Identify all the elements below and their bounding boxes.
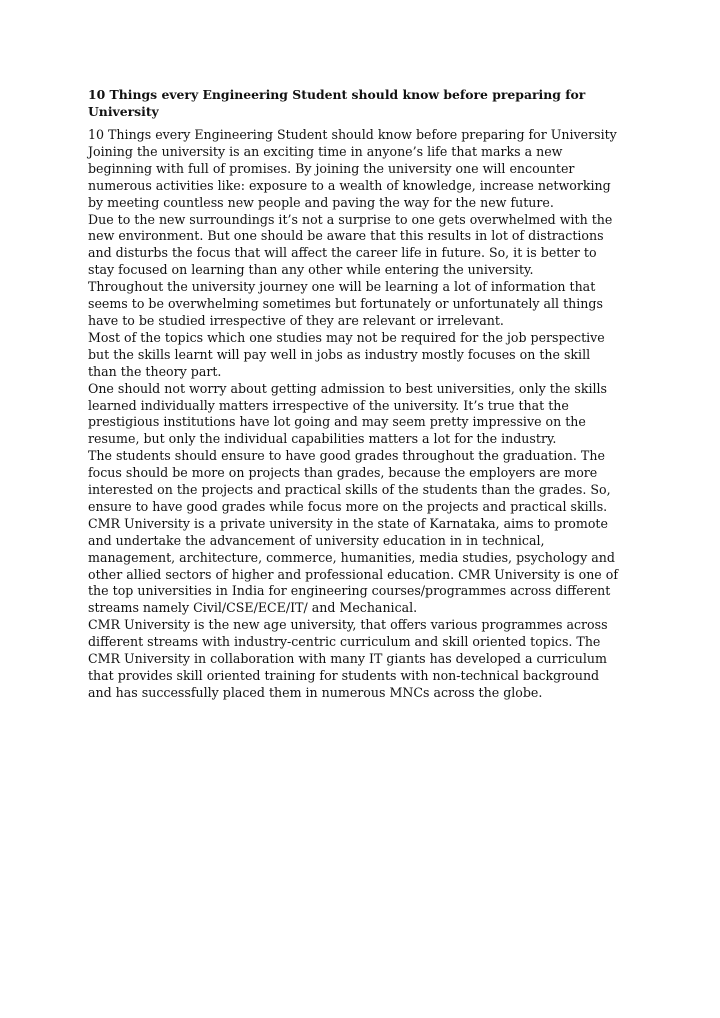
document-page — [88, 86, 628, 702]
document-body: 10 Things every Engineering Student should know before preparing for University Joining the university is an exciting time in anyone’s life that marks a new beginning with full of promises. By joining the university one will encounter numerous activities like: exposure to a wealth of knowledge, increase networking by meeting countless new people and paving the way for the new future. Due to the new surroundings it’s not a surprise to one gets overwhelmed with the new environment. But one should be aware that this results in lot of distractions and disturbs the focus that will affect the career life in future. So, it is better to stay focused on learning than any other while entering the university. Throughout the university journey one will be learning a lot of information that seems to be overwhelming sometimes but fortunately or unfortunately all things have to be studied irrespective of they are relevant or irrelevant. Most of the topics which one studies may not be required for the job perspective but the skills learnt will pay well in jobs as industry mostly focuses on the skill than the theory part. One should not worry about getting admission to best universities, only the skills learned individually matters irrespective of the university. It’s true that the prestigious institutions have lot going and may seem pretty impressive on the resume, but only the individual capabilities matters a lot for the industry. The students should ensure to have good grades throughout the graduation. The focus should be more on projects than grades, because the employers are more interested on the projects and practical skills of the students than the grades. So, ensure to have good grades while focus more on the projects and practical skills. CMR University is a private university in the state of Karnataka, aims to promote and undertake the advancement of university education in in technical, management, architecture, commerce, humanities, media studies, psychology and other allied sectors of higher and professional education. CMR University is one of the top universities in India for engineering courses/programmes across different streams namely Civil/CSE/ECE/IT/ and Mechanical. CMR University is the new age university, that offers various programmes across different streams with industry-centric curriculum and skill oriented topics. The CMR University in collaboration with many IT giants has developed a curriculum that provides skill oriented training for students with non-technical background and has successfully placed them in numerous MNCs across the globe. — [88, 127, 619, 700]
document-title: 10 Things every Engineering Student should know before preparing for University — [88, 87, 586, 119]
